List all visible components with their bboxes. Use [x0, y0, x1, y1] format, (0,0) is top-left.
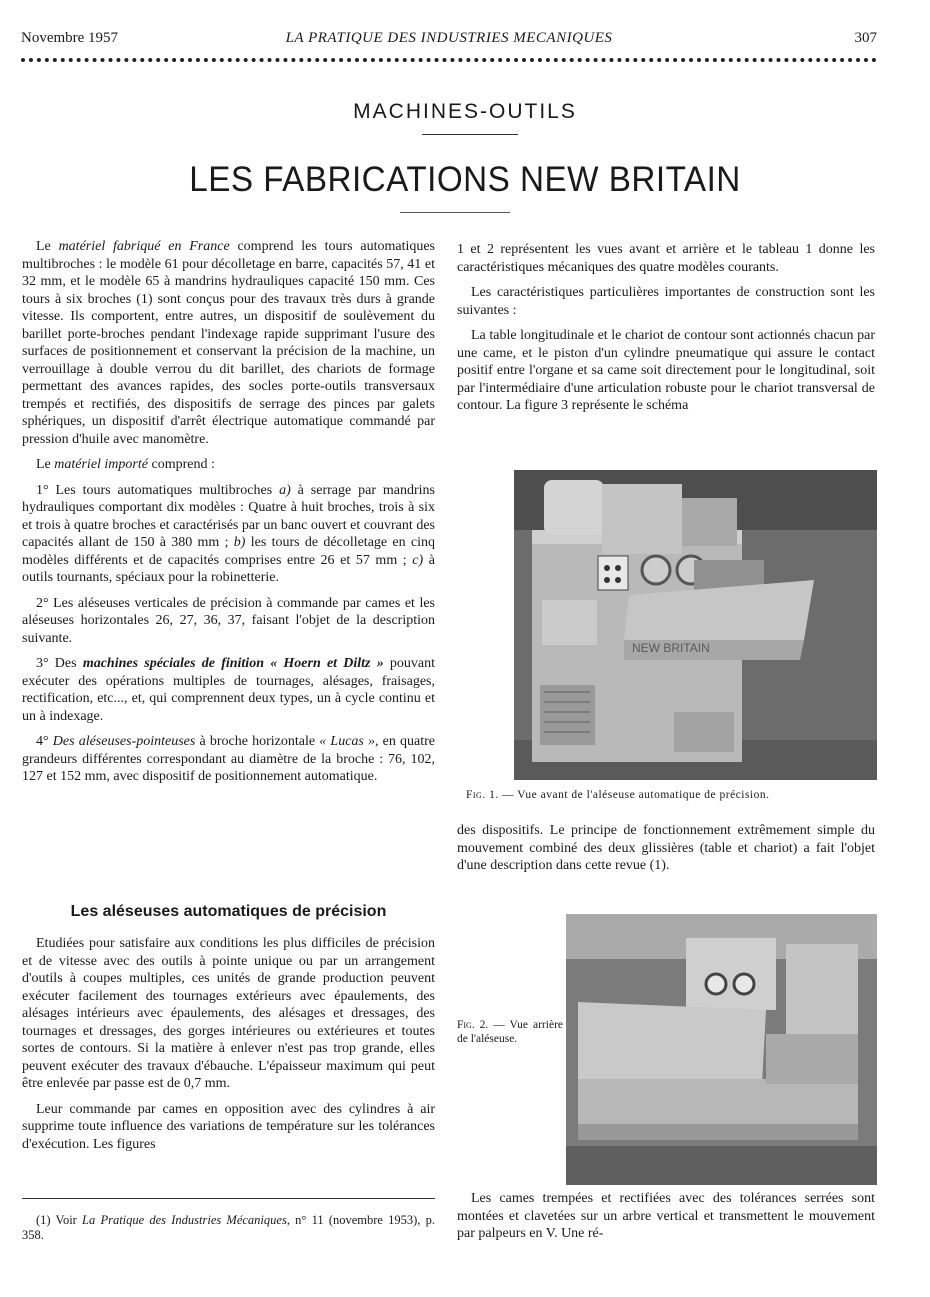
right-column-end — [457, 1190, 875, 1251]
page-number: 307 — [854, 30, 877, 46]
paragraph: 2° Les aléseuses verticales de précision à commande par cames et les aléseuses horizontales 26, 27, 36, 37, faisant l'objet de la description suivante. — [22, 595, 435, 646]
figure-1-photo — [514, 470, 877, 780]
paragraph: Le matériel fabriqué en France comprend les tours automatiques multibroches : le modèle 61 pour décolletage en barre, capacités 57, 41 et 32 mm, et le modèle 65 à mandrins hydrauliques capacité 150 mm. Ces tours à six broches (1) sont conçus pour des travaux très durs à grande vitesse. Ils comportent, entre autres, un dispositif de soulèvement du barillet porte-broches pendant l'indexage rapide supprimant l'usure des surfaces de positionnement et conservant la précision de la machine, un verrouillage à double verrou du dit barillet, des chariots de formage permettant des avances rapides, des socles porte-outils transversaux trempés et rectifiés, des dispositifs de serrage des pinces par galets sphériques, un dispositif d'arrêt électrique automatique commandé par pression d'huile avec manomètre. — [22, 239, 436, 447]
paragraph: Etudiées pour satisfaire aux conditions les plus difficiles de précision et de vitesse avec des outils à pointe unique ou par un arrangement d'outils à coupes multiples, ces unités de grande production peuvent exécuter facilement des tournages extérieurs avec épaulements, des alésages intérieurs avec épaulements, des alésages et dressages, des tournages et dressages, des gorges intérieures ou extérieures et toutes sortes de contours. Si la matière à enlever n'est pas trop grande, elles peuvent exécuter des travaux d'ébauche. L'épaisseur maximum qui peut être enlevée par passe est de 0,7 mm. — [22, 936, 435, 1091]
footnote-rule — [22, 1198, 435, 1199]
section-divider — [422, 134, 518, 135]
boring-machine-rear-image — [566, 914, 877, 1185]
paragraph: 4° Des aléseuses-pointeuses à broche horizontale « Lucas », en quatre grandeurs différentes correspondant au diamètre de la broche : 76, 102, 127 et 152 mm, avec dispositif de positionnement automatique. — [22, 734, 436, 784]
paragraph: 3° Des machines spéciales de finition « Hoern et Diltz » pouvant exécuter des opérations multiples de tournages, alésages, fraisages, rectification, etc..., et, qui comprennent deux types, un à cycle continu et un à indexage. — [22, 656, 436, 724]
subheading: Les aléseuses automatiques de précision — [70, 903, 387, 920]
issue-date: Novembre 1957 — [21, 30, 119, 46]
machine-nameplate: NEW BRITAIN — [632, 641, 710, 655]
paragraph: Leur commande par cames en opposition avec des cylindres à air supprime toute influence des variations de température sur les tolérances d'exécution. Les figures — [22, 1101, 435, 1152]
section-label: MACHINES-OUTILS — [353, 100, 577, 123]
figure-2-caption: Fig. 2. — Vue arrière de l'aléseuse. — [457, 1019, 563, 1045]
left-column-continued — [22, 935, 435, 1161]
article-title: LES FABRICATIONS NEW BRITAIN — [189, 160, 741, 199]
left-column — [22, 238, 435, 794]
footnote: (1) Voir La Pratique des Industries Mécaniques, n° 11 (novembre 1953), p. 358. — [22, 1213, 436, 1242]
running-header — [21, 30, 877, 52]
title-divider — [400, 212, 510, 213]
paragraph: Les caractéristiques particulières importantes de construction sont les suivantes : — [457, 285, 875, 318]
paragraph: des dispositifs. Le principe de fonctionnement extrêmement simple du mouvement combiné des deux glissières (table et chariot) a fait l'objet d'une description dans cette revue (1). — [457, 823, 875, 873]
paragraph: 1° Les tours automatiques multibroches a) à serrage par mandrins hydrauliques comportant dix modèles : Quatre à huit broches, trois à six et trois à quatre broches et caractérisés par un banc ouvert et couvrant des capacités allant de 150 à 380 mm ; b) les tours de décolletage en cinq modèles différents et de capacités comprises entre 26 et 57 mm ; c) à outils tournants, spéciaux pour la robinetterie. — [22, 482, 436, 585]
journal-title: LA PRATIQUE DES INDUSTRIES MECANIQUES — [285, 30, 613, 46]
paragraph: 1 et 2 représentent les vues avant et arrière et le tableau 1 donne les caractéristiques mécaniques des quatre modèles courants. — [457, 242, 875, 275]
paragraph: Les cames trempées et rectifiées avec des tolérances serrées sont montées et clavetées sur un arbre vertical et transmettent le mouvement par palpeurs en V. Une ré- — [457, 1191, 875, 1241]
figure-1-caption: Fig. 1. — Vue avant de l'aléseuse automatique de précision. — [466, 789, 770, 801]
figure-2-photo — [566, 914, 877, 1185]
paragraph: Le matériel importé comprend : — [36, 457, 215, 472]
right-column-continued — [457, 822, 875, 883]
paragraph: La table longitudinale et le chariot de contour sont actionnés chacun par une came, et le piston d'un cylindre pneumatique qui assure le contact positif entre l'organe et sa came soit directement pour le longitudinal, soit par l'intermédiaire d'une articulation robuste pour le chariot transversal de contour. La figure 3 représente le schéma — [457, 328, 875, 413]
right-column — [457, 241, 875, 423]
boring-machine-front-image — [514, 470, 877, 780]
dotted-rule — [21, 58, 877, 62]
